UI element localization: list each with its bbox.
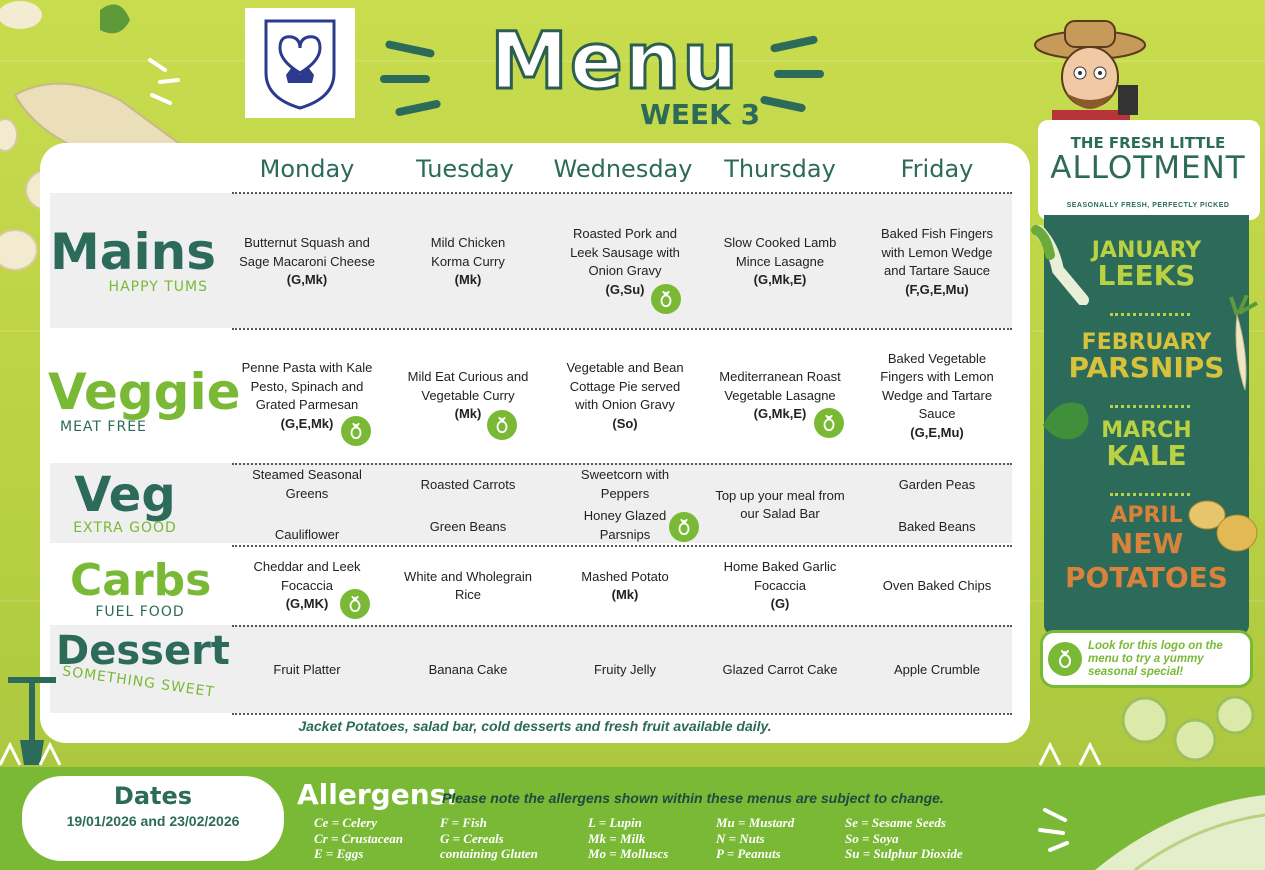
crest-icon bbox=[252, 13, 348, 113]
allergens-note: Please note the allergens shown within these menus are subject to change. bbox=[442, 790, 944, 806]
allergen-item: Ce = Celery bbox=[314, 815, 378, 830]
title-dash bbox=[770, 35, 819, 53]
veg-monday bbox=[232, 466, 382, 544]
category-veg bbox=[60, 467, 190, 536]
season-month: JANUARY bbox=[1091, 238, 1202, 263]
dish-allergens: (G,Mk) bbox=[286, 272, 328, 288]
mains-monday bbox=[232, 196, 382, 328]
category-mains bbox=[48, 225, 218, 295]
allergen-item: E = Eggs bbox=[314, 846, 364, 861]
veggie-friday bbox=[862, 331, 1012, 461]
season-veg: LEEKS bbox=[1097, 259, 1196, 292]
dish-name: Fruity Jelly bbox=[593, 661, 657, 677]
allergen-item: Mk = Milk bbox=[588, 830, 646, 846]
veg-tuesday bbox=[393, 476, 543, 536]
dish-name: Roasted Pork and Leek Sausage with Onion Gravy bbox=[570, 226, 680, 278]
season-divider bbox=[1110, 493, 1190, 496]
parsnip-icon bbox=[1225, 295, 1265, 395]
dish-name: Slow Cooked Lamb Mince Lasagne bbox=[723, 235, 837, 269]
allergen-column bbox=[440, 815, 538, 862]
dish-name: Butternut Squash and Sage Macaroni Cheese bbox=[239, 235, 375, 269]
category-title: Veggie bbox=[48, 363, 241, 421]
category-subtitle: MEAT FREE bbox=[60, 419, 147, 435]
season-veg: PARSNIPS bbox=[1068, 351, 1225, 384]
allergen-item: Se = Sesame Seeds bbox=[845, 815, 946, 830]
dish-name: Mild Chicken Korma Curry bbox=[430, 235, 506, 269]
menu-title: Menu bbox=[490, 17, 740, 107]
dessert-monday bbox=[232, 628, 382, 712]
row-divider bbox=[232, 463, 1012, 465]
season-veg: NEW POTATOES bbox=[1065, 527, 1228, 594]
dessert-thursday bbox=[705, 628, 855, 712]
allergen-item: F = Fish bbox=[440, 815, 487, 830]
allergen-item: P = Peanuts bbox=[716, 846, 781, 861]
dish-name: Glazed Carrot Cake bbox=[722, 661, 838, 677]
allergen-column bbox=[716, 815, 794, 862]
category-veggie bbox=[48, 363, 241, 435]
veg-item-1: Top up your meal from our Salad Bar bbox=[715, 487, 845, 521]
dish-allergens: (G,Mk,E) bbox=[753, 272, 807, 288]
dish-name: Baked Fish Fingers with Lemon Wedge and Tartare Sauce bbox=[881, 226, 993, 278]
day-monday: Monday bbox=[259, 155, 355, 183]
veg-item-2: Cauliflower bbox=[274, 526, 340, 542]
season-february bbox=[1044, 332, 1249, 382]
dish-name: Vegetable and Bean Cottage Pie served with Onion Gravy bbox=[566, 360, 684, 412]
category-title: Mains bbox=[50, 223, 216, 281]
category-dessert bbox=[56, 628, 230, 701]
mains-thursday bbox=[705, 196, 855, 328]
mains-friday bbox=[862, 196, 1012, 328]
season-month: APRIL bbox=[1110, 503, 1183, 528]
allergen-item: containing Gluten bbox=[440, 846, 538, 861]
dish-name: Baked Vegetable Fingers with Lemon Wedge and Tartare Sauce bbox=[880, 350, 994, 422]
allergen-item: Mu = Mustard bbox=[716, 815, 795, 830]
dish-name: Banana Cake bbox=[428, 661, 508, 677]
day-tuesday: Tuesday bbox=[416, 155, 514, 183]
allergen-item: G = Cereals bbox=[440, 830, 504, 846]
allergen-column bbox=[588, 815, 668, 862]
row-divider bbox=[232, 545, 1012, 547]
category-subtitle: FUEL FOOD bbox=[95, 604, 185, 620]
category-subtitle: EXTRA GOOD bbox=[73, 520, 177, 536]
seasonal-special-icon bbox=[1048, 642, 1082, 676]
seasonal-special-icon bbox=[341, 416, 371, 446]
dish-name: Penne Pasta with Kale Pesto, Spinach and Grated Parmesan bbox=[241, 360, 373, 412]
season-month: MARCH bbox=[1101, 418, 1192, 443]
seasonal-special-icon bbox=[814, 408, 844, 438]
allergen-column bbox=[314, 815, 403, 862]
carbs-thursday bbox=[705, 548, 855, 624]
seasonal-special-icon bbox=[669, 512, 699, 542]
brand-name: ALLOTMENT bbox=[1050, 150, 1246, 186]
veg-item-1: Steamed Seasonal Greens bbox=[252, 467, 362, 501]
seasonal-special-icon bbox=[487, 410, 517, 440]
allergen-item: So = Soya bbox=[845, 830, 899, 846]
category-subtitle: SOMETHING SWEET bbox=[61, 663, 216, 701]
day-wednesday: Wednesday bbox=[553, 155, 693, 183]
seasonal-tip-text: Look for this logo on the menu to try a yummy seasonal special! bbox=[1088, 640, 1223, 678]
dish-name: Fruit Platter bbox=[273, 661, 341, 677]
category-subtitle: HAPPY TUMS bbox=[108, 279, 208, 295]
row-divider bbox=[232, 328, 1012, 330]
dish-allergens: (Mk) bbox=[611, 587, 639, 602]
veg-item-1: Sweetcorn with Peppers bbox=[580, 467, 670, 501]
dish-name: Mild Eat Curious and Vegetable Curry bbox=[407, 369, 529, 403]
allergen-item: N = Nuts bbox=[716, 830, 765, 846]
season-month: FEBRUARY bbox=[1081, 330, 1212, 355]
carbs-friday bbox=[862, 548, 1012, 624]
veg-friday bbox=[862, 476, 1012, 536]
carbs-wednesday bbox=[550, 548, 700, 624]
brand-tagline: SEASONALLY FRESH, PERFECTLY PICKED bbox=[1066, 202, 1230, 209]
seasonal-special-icon bbox=[651, 284, 681, 314]
veg-item-2: Baked Beans bbox=[898, 518, 976, 534]
potato-icon bbox=[1185, 495, 1260, 560]
dish-allergens: (Mk) bbox=[454, 406, 482, 422]
dish-allergens: (G,MK) bbox=[285, 596, 329, 612]
leek-stalk-illustration bbox=[1025, 785, 1265, 870]
dates-value: 19/01/2026 and 23/02/2026 bbox=[66, 813, 240, 829]
title-dash bbox=[380, 75, 430, 83]
dish-allergens: (So) bbox=[612, 415, 638, 431]
dish-allergens: (G,E,Mu) bbox=[910, 424, 964, 440]
daily-availability-note: Jacket Potatoes, salad bar, cold desserts and fresh fruit available daily. bbox=[298, 718, 772, 734]
category-carbs bbox=[70, 555, 212, 620]
veg-item-2: Honey Glazed Parsnips bbox=[583, 508, 667, 542]
day-friday: Friday bbox=[900, 155, 974, 183]
leek-slices-illustration bbox=[1105, 690, 1265, 775]
veggie-tuesday bbox=[393, 331, 543, 461]
dessert-tuesday bbox=[393, 628, 543, 712]
mains-tuesday bbox=[393, 196, 543, 328]
allergen-item: Cr = Crustacean bbox=[314, 830, 404, 846]
row-divider bbox=[232, 713, 1012, 715]
dish-allergens: (Mk) bbox=[454, 272, 482, 288]
veg-item-1: Garden Peas bbox=[898, 477, 976, 492]
veg-item-1: Roasted Carrots bbox=[420, 477, 516, 492]
school-logo bbox=[245, 8, 355, 118]
row-divider bbox=[232, 625, 1012, 627]
dish-name: Mashed Potato bbox=[581, 568, 669, 584]
dish-name: Apple Crumble bbox=[894, 661, 980, 677]
allergens-title: Allergens: bbox=[297, 778, 458, 811]
veg-thursday bbox=[705, 466, 855, 544]
dish-name: Mediterranean Roast Vegetable Lasagne bbox=[719, 369, 841, 403]
dish-allergens: (G,Su) bbox=[605, 281, 645, 297]
dish-name: Home Baked Garlic Focaccia bbox=[723, 559, 837, 593]
veg-item-2: Green Beans bbox=[429, 518, 507, 534]
veggie-thursday bbox=[705, 331, 855, 461]
dish-name: White and Wholegrain Rice bbox=[404, 568, 532, 602]
seasonal-special-icon bbox=[340, 589, 370, 619]
title-dash bbox=[760, 95, 807, 112]
season-divider bbox=[1110, 405, 1190, 408]
category-title: Veg bbox=[74, 467, 176, 523]
title-dash bbox=[395, 99, 442, 116]
dish-allergens: (G,E,Mk) bbox=[280, 415, 334, 431]
category-title: Carbs bbox=[70, 555, 212, 606]
farmer-mascot-illustration bbox=[1030, 15, 1180, 135]
dish-allergens: (F,G,E,Mu) bbox=[905, 281, 969, 297]
category-title: Dessert bbox=[56, 628, 230, 674]
season-veg: KALE bbox=[1106, 439, 1187, 472]
week-label: WEEK 3 bbox=[640, 98, 761, 131]
dish-allergens: (G,Mk,E) bbox=[753, 406, 807, 422]
dish-name: Oven Baked Chips bbox=[882, 577, 992, 593]
title-dash bbox=[385, 40, 436, 58]
dates-title: Dates bbox=[113, 782, 193, 810]
row-divider bbox=[232, 192, 1012, 194]
dish-allergens: (G) bbox=[770, 596, 790, 612]
season-divider bbox=[1110, 313, 1190, 316]
season-january bbox=[1044, 240, 1249, 290]
day-thursday: Thursday bbox=[724, 155, 836, 183]
season-march bbox=[1044, 420, 1249, 470]
allergen-item: Mo = Molluscs bbox=[588, 846, 669, 861]
dish-name: Cheddar and Leek Focaccia bbox=[253, 559, 361, 593]
allergen-item: Su = Sulphur Dioxide bbox=[845, 846, 963, 861]
dessert-friday bbox=[862, 628, 1012, 712]
brand-line-1: THE FRESH LITTLE bbox=[1070, 134, 1226, 152]
dessert-wednesday bbox=[550, 628, 700, 712]
carbs-tuesday bbox=[393, 548, 543, 624]
veggie-wednesday bbox=[550, 331, 700, 461]
allergen-item: L = Lupin bbox=[588, 815, 642, 830]
title-dash bbox=[774, 70, 824, 78]
allergen-column bbox=[845, 815, 963, 862]
